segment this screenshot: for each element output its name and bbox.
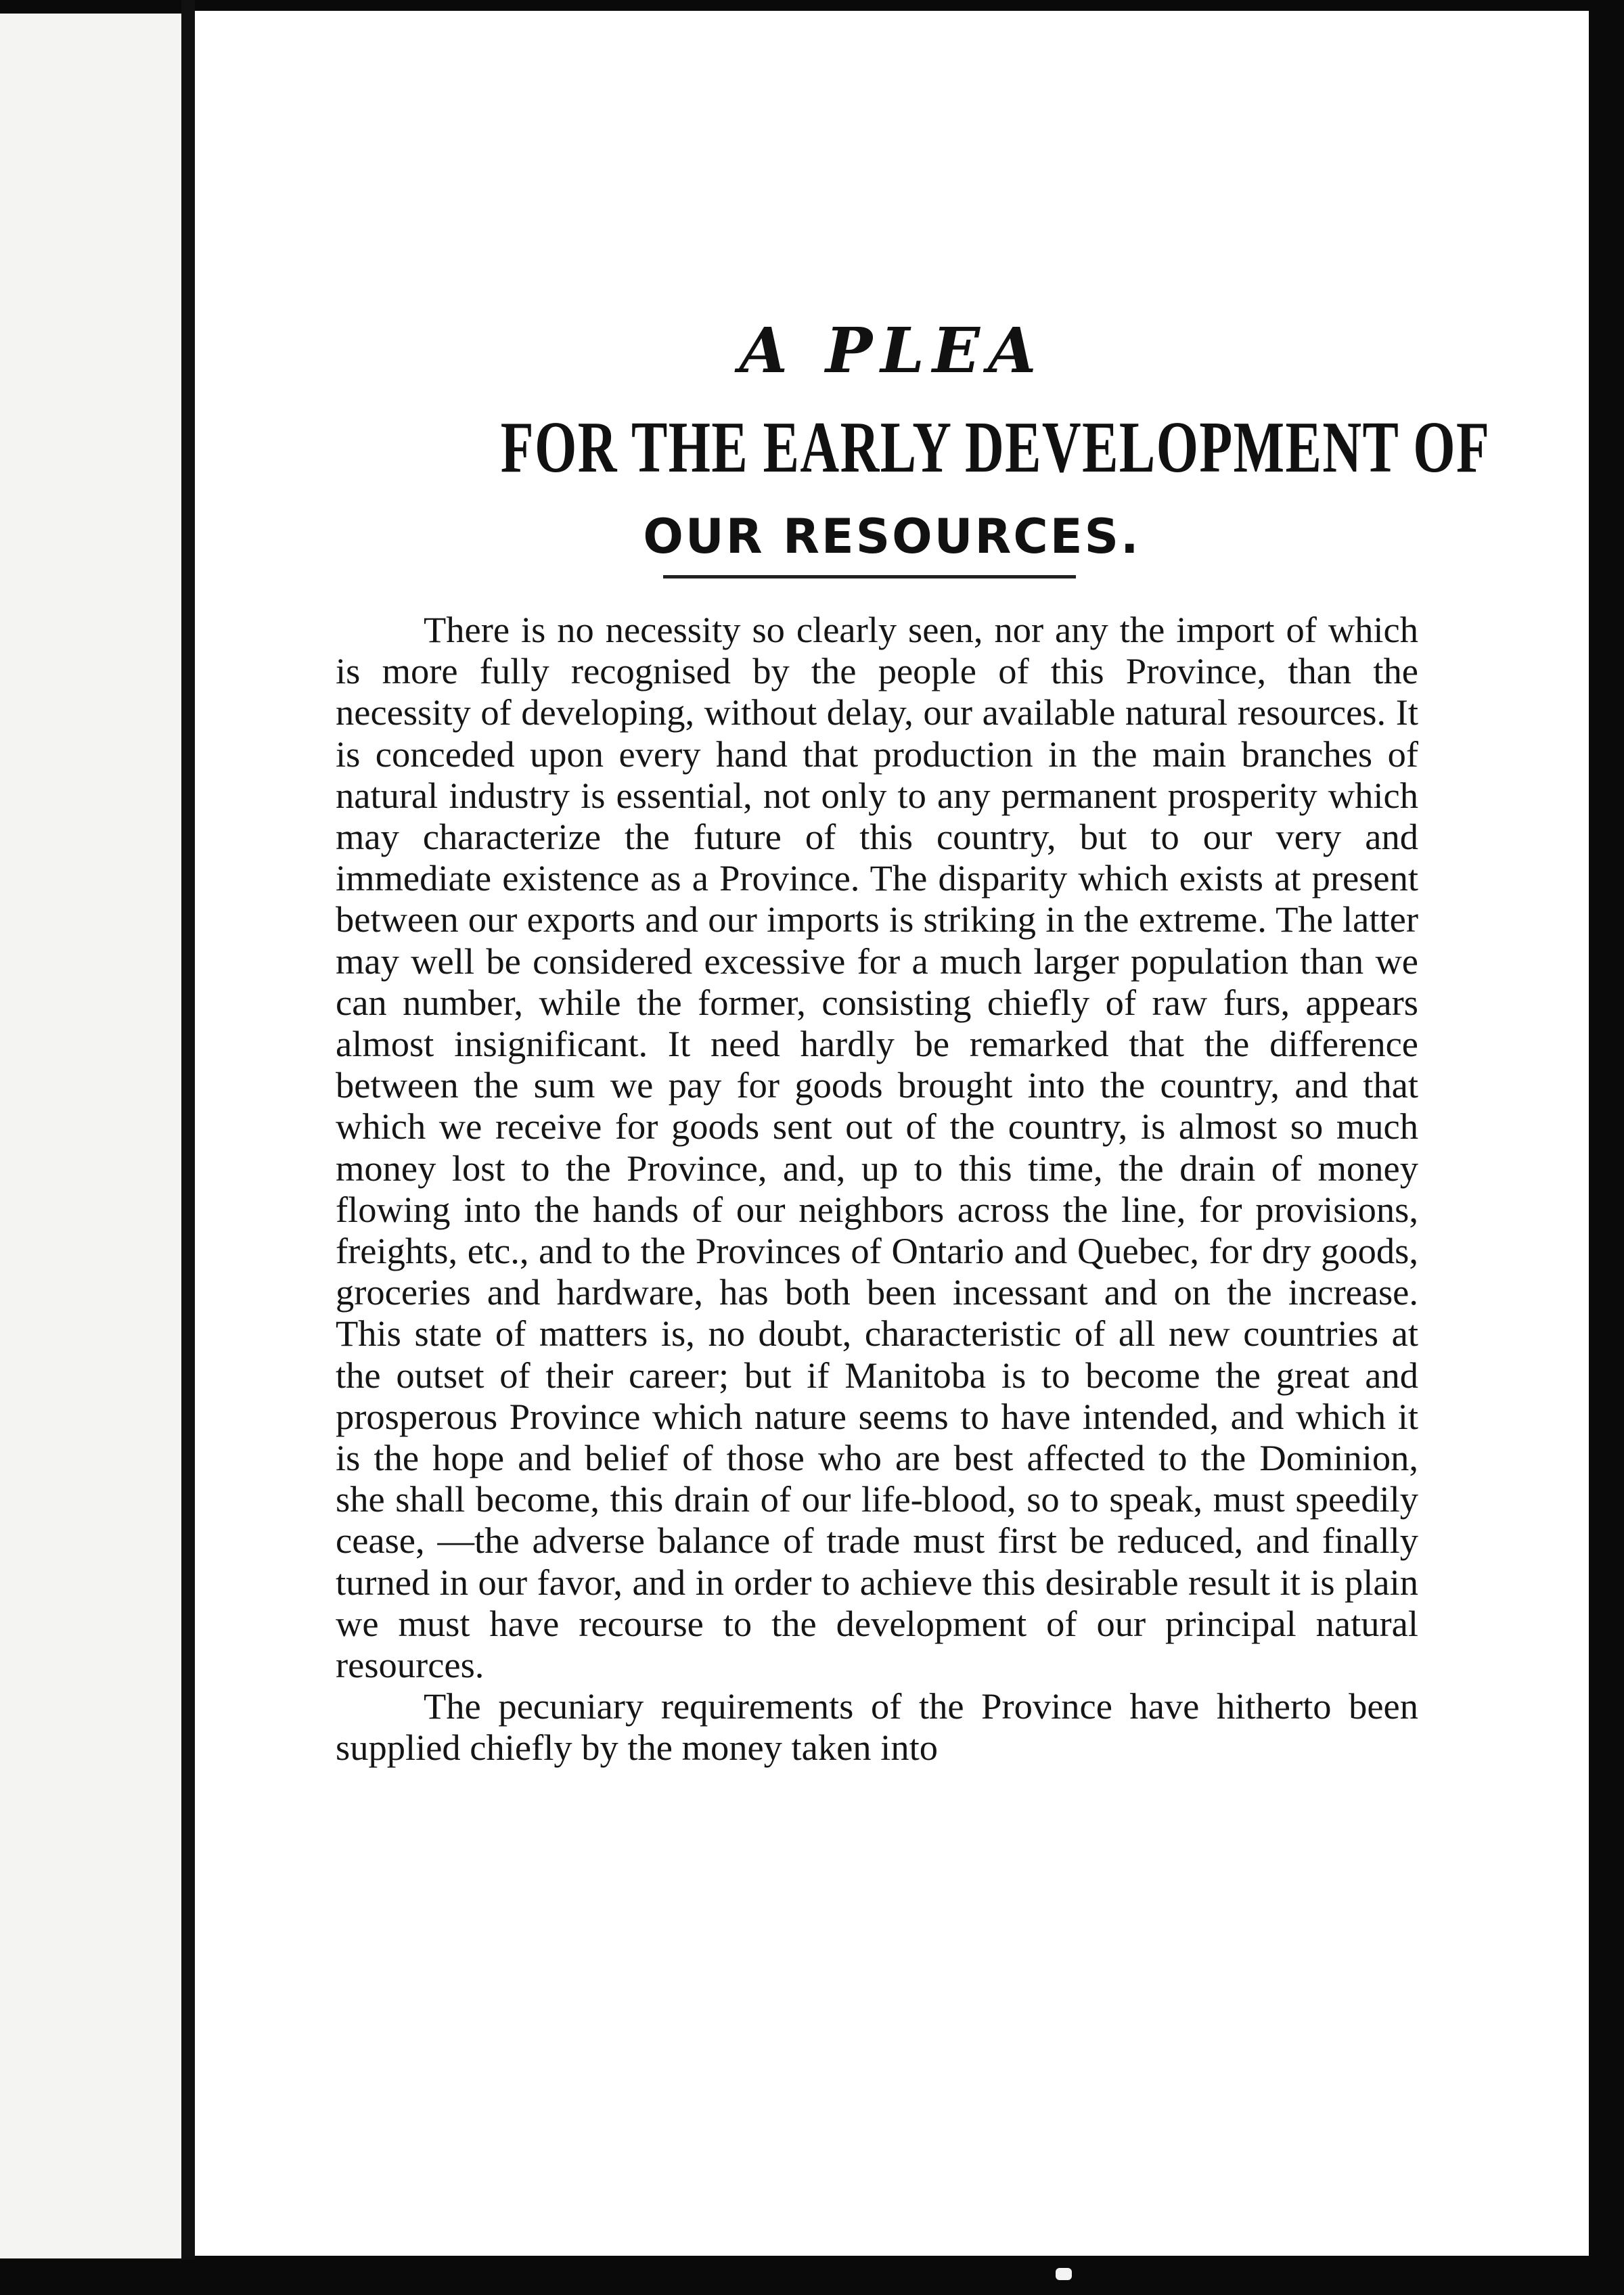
title-line-1: A PLEA [739,314,1045,387]
paragraph-1: There is no necessity so clearly seen, nor any the import of which is more fully recognised by the people of this Province, than the necessity of developing, without delay, our available natural resources. It is conceded upon every hand that production in the main branches of natural industry is essential, not only to any permanent prosperity which may characterize the future of this country, but to our very and immediate existence as a Province. The disparity which exists at present between our exports and our imports is striking in the extreme. The latter may well be considered excessive for a much larger population than we can number, while the former, consisting chiefly of raw furs, appears almost insignificant. It need hardly be remarked that the difference between the sum we pay for goods brought into the country, and that which we receive for goods sent out of the country, is almost so much money lost to the Province, and, up to this time, the drain of money flowing into the hands of our neighbors across the line, for provisions, freights, etc., and to the Provinces of Ontario and Quebec, for dry goods, groceries and hardware, has both been incessant and on the increase. This state of matters is, no doubt, characteristic of all new countries at the outset of their career; but if Manitoba is to become the great and prosperous Province which nature seems to have intended, and which it is the hope and belief of those who are best affected to the Dominion, she shall become, this drain of our life-blood, so to speak, must speedily cease, —the adverse balance of trade must first be reduced, and finally turned in our favor, and in order to achieve this desirable result it is plain we must have recourse to the development of our principal natural resources. [336,609,1418,1686]
paragraph-2: The pecuniary requirements of the Province have hitherto been supplied chiefly by the money taken into [336,1685,1418,1769]
page-gutter [181,0,195,2260]
body-text [336,609,1418,1769]
scan-border-right [1589,0,1624,2295]
title-line-2: FOR THE EARLY DEVELOPMENT OF [500,407,1491,488]
title-line-3: OUR RESOURCES. [643,509,1141,564]
scan-speck [1056,2268,1072,2280]
title-divider-rule [663,575,1076,578]
facing-page-fragment [0,14,181,2258]
